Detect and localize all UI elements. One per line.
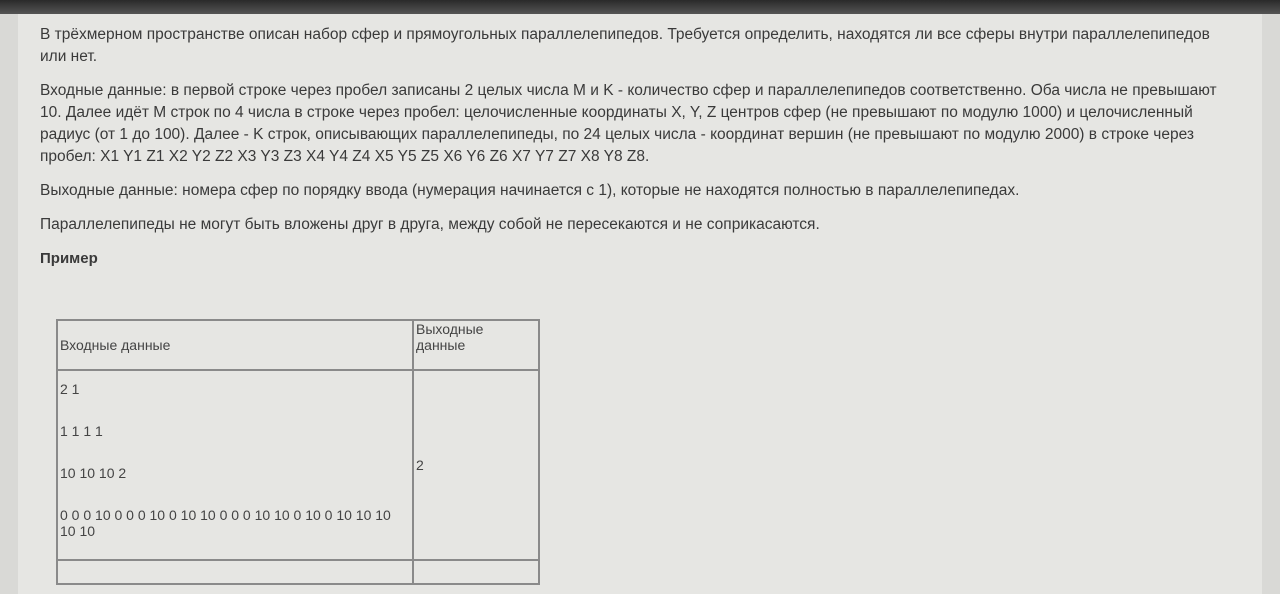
input-line-1: 2 1	[60, 381, 80, 397]
constraints-note: Параллелепипеды не могут быть вложены друг в друга, между собой не пересекаются и не соприкасаются.	[40, 216, 820, 233]
empty-row	[57, 560, 539, 584]
problem-statement: В трёхмерном пространстве описан набор сфер и прямоугольных параллелепипедов. Требуется определить, находятся ли все сферы внутри параллелепипедов или нет.	[40, 26, 1210, 65]
header-input: Входные данные	[57, 320, 413, 370]
output-cell: 2	[413, 370, 539, 560]
empty-cell-output	[413, 560, 539, 584]
page-content	[18, 14, 1262, 594]
header-output: Выходные данные	[413, 320, 539, 370]
input-line-4: 0 0 0 10 0 0 0 10 0 10 10 0 0 0 10 10 0 10 0 10 10 10 10 10	[60, 507, 391, 539]
input-line-3: 10 10 10 2	[60, 465, 127, 481]
input-line-2: 1 1 1 1	[60, 423, 103, 439]
output-description: Выходные данные: номера сфер по порядку ввода (нумерация начинается с 1), которые не находятся полностью в параллелепипедах.	[40, 182, 1020, 199]
input-cell	[57, 370, 413, 560]
example-table	[56, 319, 540, 585]
example-title: Пример	[40, 250, 98, 267]
problem-description	[40, 24, 1240, 282]
screen-top-bezel	[0, 0, 1280, 14]
empty-cell-input	[57, 560, 413, 584]
input-description: Входные данные: в первой строке через пробел записаны 2 целых числа M и K - количество сфер и параллелепипедов соответственно. Оба числа не превышают 10. Далее идёт M строк по 4 числа в строке через пробел: целочисленные координаты X, Y, Z центров сфер (не превышают по модулю 1000) и целочисленный радиус (от 1 до 100). Далее - K строк, описывающих параллелепипеды, по 24 целых числа - координат вершин (не превышают по модулю 2000) в строке через пробел: X1 Y1 Z1 X2 Y2 Z2 X3 Y3 Z3 X4 Y4 Z4 X5 Y5 Z5 X6 Y6 Z6 X7 Y7 Z7 X8 Y8 Z8.	[40, 82, 1217, 165]
